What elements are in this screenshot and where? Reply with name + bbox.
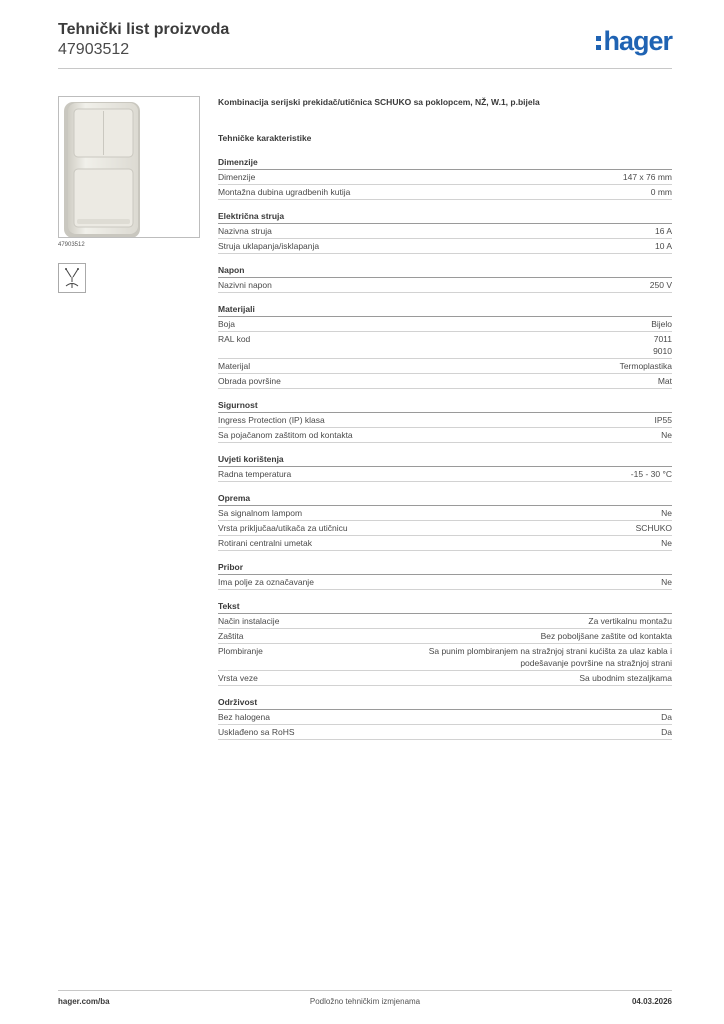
spec-value: [579, 672, 672, 684]
spec-row: [218, 671, 672, 686]
spec-value: [661, 576, 672, 588]
spec-value: [650, 279, 672, 291]
spec-row: [218, 332, 672, 359]
spec-sections: [218, 156, 672, 740]
spec-value: [661, 726, 672, 738]
spec-value: [631, 468, 672, 480]
spec-value: [636, 522, 672, 534]
spec-section: [218, 399, 672, 443]
spec-value: [655, 225, 672, 237]
spec-value-line: IP55: [654, 415, 672, 425]
spec-value: [620, 360, 672, 372]
product-number: 47903512: [58, 41, 130, 58]
spec-value-line: Ne: [661, 430, 672, 440]
switch-symbol: [58, 263, 86, 293]
logo-mark-icon: [596, 36, 601, 50]
spec-label: Nazivni napon: [218, 280, 272, 290]
spec-label: Vrsta priključaa/utikača za utičnicu: [218, 523, 348, 533]
spec-value: [661, 507, 672, 519]
spec-value-line: 0 mm: [650, 187, 672, 197]
electrical-symbol-icon: [59, 264, 85, 292]
spec-row: [218, 629, 672, 644]
spec-value-line: 250 V: [649, 280, 672, 290]
document-header: [58, 20, 229, 60]
section-title: Sigurnost: [218, 399, 672, 413]
section-title: Električna struja: [218, 210, 672, 224]
spec-value: [623, 171, 672, 183]
spec-value: [653, 333, 672, 357]
spec-section: [218, 303, 672, 389]
spec-label: Vrsta veze: [218, 673, 258, 683]
header-divider: [58, 68, 672, 69]
spec-label: Montažna dubina ugradbenih kutija: [218, 187, 351, 197]
spec-label: Obrada površine: [218, 376, 281, 386]
spec-section: [218, 492, 672, 551]
spec-label: Usklađeno sa RoHS: [218, 727, 295, 737]
spec-value-line: Termoplastika: [619, 361, 672, 371]
section-title: Materijali: [218, 303, 672, 317]
spec-label: Ima polje za označavanje: [218, 577, 314, 587]
spec-value: [661, 711, 672, 723]
spec-section: [218, 696, 672, 740]
hager-logo: [596, 26, 672, 56]
spec-value: [661, 537, 672, 549]
spec-row: [218, 710, 672, 725]
spec-label: RAL kod: [218, 334, 251, 344]
section-title: Održivost: [218, 696, 672, 710]
spec-label: Radna temperatura: [218, 469, 292, 479]
spec-label: Materijal: [218, 361, 251, 371]
spec-value-line: Ne: [661, 577, 672, 587]
spec-label: Sa signalnom lampom: [218, 508, 303, 518]
footer-website[interactable]: hager.com/ba: [58, 997, 110, 1006]
spec-value: [655, 414, 673, 426]
spec-row: [218, 359, 672, 374]
spec-value-line: Bez poboljšane zaštite od kontakta: [540, 631, 672, 641]
logo-text: hager: [603, 26, 672, 56]
spec-label: Plombiranje: [218, 646, 263, 656]
spec-label: Struja uklapanja/isklapanja: [218, 241, 320, 251]
spec-row: [218, 614, 672, 629]
spec-label: Ingress Protection (IP) klasa: [218, 415, 325, 425]
spec-value: [429, 645, 672, 669]
spec-value-line: 10 A: [654, 241, 672, 251]
spec-label: Nazivna struja: [218, 226, 272, 236]
spec-value-line: Da: [661, 712, 672, 722]
spec-value-line: Ne: [661, 508, 672, 518]
spec-row: [218, 644, 672, 671]
spec-row: [218, 374, 672, 389]
spec-label: Način instalacije: [218, 616, 280, 626]
spec-value-line: 7011: [653, 334, 672, 344]
section-title: Uvjeti korištenja: [218, 453, 672, 467]
product-photo-icon: [59, 97, 199, 237]
spec-row: [218, 413, 672, 428]
spec-value-line: 9010: [653, 346, 672, 356]
section-title: Oprema: [218, 492, 672, 506]
spec-section: [218, 453, 672, 482]
spec-value-line: SCHUKO: [635, 523, 672, 533]
spec-row: [218, 317, 672, 332]
spec-value-line: -15 - 30 °C: [630, 469, 672, 479]
technical-characteristics-heading: Tehničke karakteristike: [218, 133, 312, 143]
spec-value: [655, 240, 672, 252]
product-image: [58, 96, 200, 238]
spec-value: [541, 630, 672, 642]
spec-value-line: Mat: [657, 376, 672, 386]
section-title: Pribor: [218, 561, 672, 575]
spec-section: [218, 561, 672, 590]
spec-value-line: Sa punim plombiranjem na stražnjoj strani kućišta za ulaz kabla i: [428, 646, 672, 656]
spec-row: [218, 428, 672, 443]
spec-row: [218, 278, 672, 293]
spec-label: Bez halogena: [218, 712, 270, 722]
section-title: Napon: [218, 264, 672, 278]
spec-row: [218, 170, 672, 185]
spec-row: [218, 536, 672, 551]
spec-section: [218, 156, 672, 200]
spec-row: [218, 575, 672, 590]
spec-value: [651, 186, 672, 198]
spec-label: Dimenzije: [218, 172, 256, 182]
image-code: 47903512: [58, 242, 85, 248]
spec-row: [218, 239, 672, 254]
spec-value-line: Za vertikalnu montažu: [588, 616, 672, 626]
spec-row: [218, 467, 672, 482]
spec-section: [218, 600, 672, 686]
section-title: Dimenzije: [218, 156, 672, 170]
spec-row: [218, 506, 672, 521]
spec-label: Boja: [218, 319, 236, 329]
spec-label: Rotirani centralni umetak: [218, 538, 313, 548]
document-title: Tehnički list proizvoda: [58, 21, 230, 38]
spec-row: [218, 521, 672, 536]
product-name: Kombinacija serijski prekidač/utičnica SCHUKO sa poklopcem, NŽ, W.1, p.bijela: [218, 97, 540, 107]
spec-content: [218, 96, 672, 740]
footer-note: Podložno tehničkim izmjenama: [309, 997, 421, 1006]
footer-divider: [58, 990, 672, 991]
spec-value: [661, 429, 672, 441]
spec-section: [218, 210, 672, 254]
spec-value: [658, 375, 672, 387]
spec-row: [218, 725, 672, 740]
spec-value-line: podešavanje površine na stražnjoj strani: [520, 658, 672, 668]
spec-label: Zaštita: [218, 631, 244, 641]
section-title: Tekst: [218, 600, 672, 614]
spec-value: [651, 318, 672, 330]
spec-row: [218, 185, 672, 200]
spec-value-line: Da: [661, 727, 672, 737]
footer-date: 04.03.2026: [631, 997, 672, 1006]
spec-value: [588, 615, 672, 627]
spec-section: [218, 264, 672, 293]
spec-value-line: Sa ubodnim stezaljkama: [579, 673, 672, 683]
spec-value-line: 147 x 76 mm: [622, 172, 672, 182]
spec-value-line: Bijelo: [651, 319, 672, 329]
spec-value-line: Ne: [661, 538, 672, 548]
spec-value-line: 16 A: [654, 226, 672, 236]
spec-row: [218, 224, 672, 239]
spec-label: Sa pojačanom zaštitom od kontakta: [218, 430, 353, 440]
